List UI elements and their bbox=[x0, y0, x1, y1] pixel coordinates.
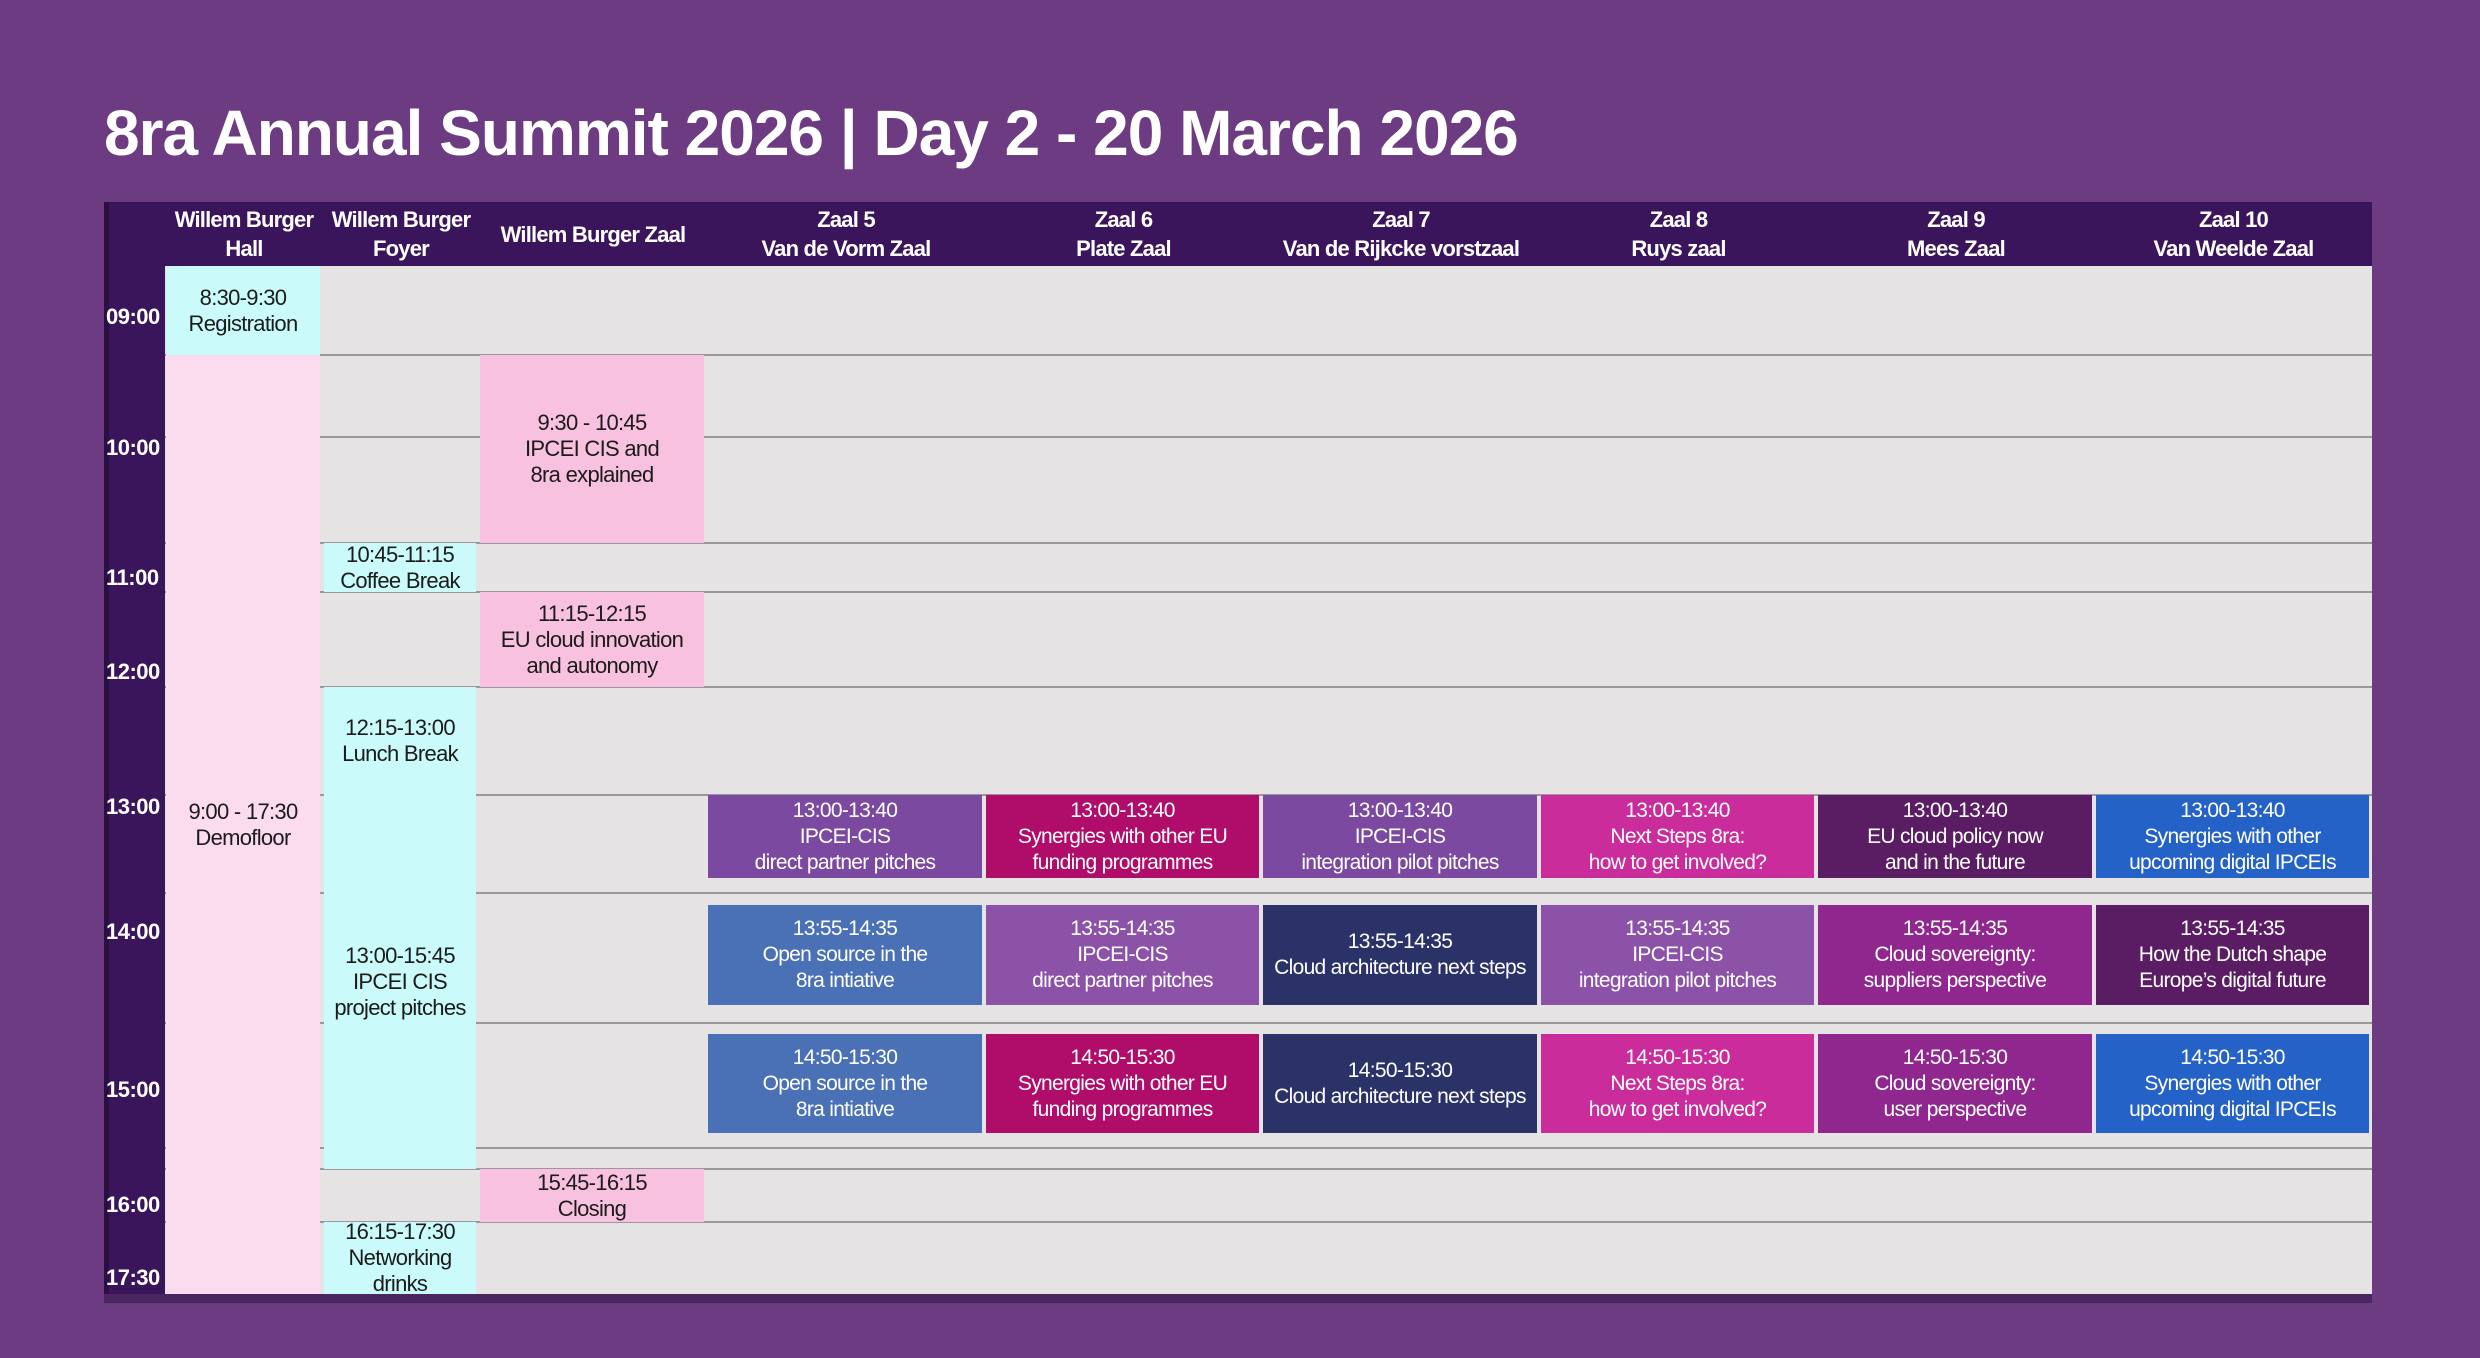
time-axis-left-edge bbox=[104, 202, 109, 1294]
event-title-line: Cloud sovereignty: bbox=[1874, 1071, 2036, 1095]
event-title-line: IPCEI-CIS bbox=[1077, 943, 1168, 966]
event-block bbox=[1818, 905, 2092, 1005]
event-time: 8:30-9:30 bbox=[199, 284, 287, 310]
event-title-line: IPCEI-CIS bbox=[1354, 824, 1446, 848]
table-bottom-shadow bbox=[104, 1294, 2372, 1303]
event-block bbox=[2096, 795, 2369, 878]
column-header-text: Zaal 5 bbox=[817, 207, 875, 232]
event-title-line: Synergies with other bbox=[2144, 1071, 2321, 1095]
column-header-z7 bbox=[1262, 202, 1540, 266]
gridline bbox=[165, 892, 2372, 894]
column-header-text: Willem Burger Zaal bbox=[500, 221, 686, 247]
time-label: 11:00 bbox=[106, 565, 159, 590]
event-time: 14:50-15:30 bbox=[792, 1045, 898, 1069]
column-header-foyer bbox=[323, 202, 479, 266]
event-title-line: Cloud architecture next steps bbox=[1274, 1084, 1526, 1108]
time-label: 17:30 bbox=[106, 1265, 160, 1290]
event-block bbox=[986, 795, 1259, 878]
event-title-line: user perspective bbox=[1883, 1097, 2027, 1121]
column-header-text: Willem Burger bbox=[174, 207, 314, 232]
event-title-line: and in the future bbox=[1885, 850, 2025, 874]
event-title-line: funding programmes bbox=[1032, 1097, 1213, 1121]
event-title-line: Synergies with other EU bbox=[1017, 1071, 1228, 1095]
event-block bbox=[1263, 905, 1537, 1005]
event-block bbox=[1541, 905, 1814, 1005]
event-title-line: How the Dutch shape bbox=[2138, 943, 2327, 966]
event-block bbox=[1818, 1034, 2092, 1133]
event-title-line: upcoming digital IPCEIs bbox=[2129, 1097, 2336, 1121]
time-axis-column bbox=[104, 202, 165, 1294]
event-time: 12:15-13:00 bbox=[345, 715, 455, 740]
event-title-line: IPCEI CIS and bbox=[525, 436, 659, 461]
time-label: 15:00 bbox=[106, 1077, 160, 1102]
event-time: 13:55-14:35 bbox=[1902, 917, 2008, 940]
event-title-line: Demofloor bbox=[195, 824, 291, 850]
event-title-line: Coffee Break bbox=[340, 567, 460, 593]
event-title-line: IPCEI CIS bbox=[353, 969, 447, 994]
time-label: 13:00 bbox=[106, 794, 160, 819]
event-title-line: direct partner pitches bbox=[1032, 969, 1213, 992]
event-time: 11:15-12:15 bbox=[537, 600, 647, 626]
event-title-line: upcoming digital IPCEIs bbox=[2129, 850, 2336, 874]
event-block bbox=[480, 1169, 704, 1222]
event-time: 14:50-15:30 bbox=[2180, 1045, 2285, 1069]
column-header-text: Van de Vorm Zaal bbox=[761, 236, 931, 261]
event-title-line: Next Steps 8ra: bbox=[1610, 1071, 1745, 1095]
column-header-text: Zaal 8 bbox=[1649, 207, 1708, 232]
event-title-line: direct partner pitches bbox=[754, 850, 936, 874]
column-header-zaal bbox=[479, 202, 707, 266]
event-title-line: how to get involved? bbox=[1588, 850, 1767, 874]
event-time: 13:00-13:40 bbox=[2180, 798, 2285, 822]
event-time: 13:55-14:35 bbox=[792, 917, 898, 940]
event-block bbox=[324, 687, 476, 795]
event-title-line: Cloud architecture next steps bbox=[1274, 956, 1526, 979]
event-title-line: 8ra explained bbox=[530, 462, 654, 487]
event-block bbox=[324, 543, 476, 592]
column-header-text: Zaal 10 bbox=[2198, 207, 2268, 232]
event-time: 9:00 - 17:30 bbox=[188, 798, 298, 824]
event-title-line: Closing bbox=[557, 1195, 627, 1221]
event-title-line: how to get involved? bbox=[1588, 1097, 1767, 1121]
column-header-text: Mees Zaal bbox=[1907, 236, 2005, 261]
event-time: 14:50-15:30 bbox=[1070, 1045, 1175, 1069]
event-time: 13:55-14:35 bbox=[1347, 930, 1453, 953]
event-title-line: funding programmes bbox=[1032, 850, 1213, 874]
column-header-hall bbox=[165, 202, 323, 266]
event-title-line: Networking bbox=[348, 1245, 452, 1270]
event-title-line: Open source in the bbox=[762, 1071, 928, 1095]
event-block bbox=[166, 266, 320, 355]
column-header-z9 bbox=[1817, 202, 2095, 266]
column-header-text: Zaal 9 bbox=[1927, 207, 1985, 232]
event-block bbox=[324, 1219, 476, 1296]
column-header-z5 bbox=[707, 202, 985, 266]
column-header-z10 bbox=[2095, 202, 2372, 266]
column-header-z6 bbox=[985, 202, 1262, 266]
event-block bbox=[708, 905, 982, 1005]
column-header-text: Plate Zaal bbox=[1076, 236, 1171, 261]
event-block bbox=[1818, 795, 2092, 878]
event-block bbox=[708, 795, 982, 878]
event-time: 13:00-13:40 bbox=[1070, 798, 1175, 822]
column-header-text: Willem Burger bbox=[331, 207, 471, 232]
event-block bbox=[166, 355, 320, 1294]
event-time: 13:00-13:40 bbox=[1347, 798, 1453, 822]
event-block bbox=[324, 795, 476, 1169]
event-title-line: integration pilot pitches bbox=[1301, 850, 1499, 874]
event-title-line: IPCEI-CIS bbox=[799, 824, 891, 848]
event-time: 13:55-14:35 bbox=[2180, 917, 2285, 940]
event-time: 13:00-13:40 bbox=[1902, 798, 2008, 822]
event-time: 13:55-14:35 bbox=[1070, 917, 1175, 940]
event-title-line: Next Steps 8ra: bbox=[1610, 824, 1745, 848]
event-time: 14:50-15:30 bbox=[1902, 1045, 2008, 1069]
column-header-text: Van Weelde Zaal bbox=[2153, 236, 2314, 261]
event-time: 9:30 - 10:45 bbox=[537, 410, 647, 435]
event-time: 13:00-13:40 bbox=[1625, 798, 1730, 822]
event-block bbox=[2096, 905, 2369, 1005]
time-label: 14:00 bbox=[106, 919, 160, 944]
column-header-text: Van de Rijkcke vorstzaal bbox=[1282, 236, 1520, 261]
event-block bbox=[480, 355, 704, 543]
event-block bbox=[1263, 1034, 1537, 1133]
event-title-line: Cloud sovereignty: bbox=[1874, 943, 2036, 966]
event-title-line: IPCEI-CIS bbox=[1632, 943, 1723, 966]
event-title-line: Lunch Break bbox=[342, 741, 458, 766]
gridline bbox=[165, 1147, 2372, 1149]
event-title-line: integration pilot pitches bbox=[1578, 969, 1777, 992]
event-block bbox=[1541, 795, 1814, 878]
event-title-line: 8ra intiative bbox=[795, 969, 895, 992]
event-title-line: project pitches bbox=[334, 995, 466, 1020]
event-time: 13:00-13:40 bbox=[792, 798, 898, 822]
column-header-text: Foyer bbox=[373, 236, 429, 261]
event-block bbox=[986, 1034, 1259, 1133]
column-header-text: Zaal 7 bbox=[1372, 207, 1430, 232]
event-title-line: drinks bbox=[372, 1271, 428, 1296]
event-title-line: Synergies with other bbox=[2144, 824, 2321, 848]
gridline bbox=[165, 1022, 2372, 1024]
event-title-line: Synergies with other EU bbox=[1017, 824, 1228, 848]
event-block bbox=[480, 592, 704, 687]
event-block bbox=[2096, 1034, 2369, 1133]
time-label: 12:00 bbox=[106, 659, 160, 684]
event-block bbox=[1263, 795, 1537, 878]
event-time: 15:45-16:15 bbox=[537, 1169, 647, 1195]
time-label: 10:00 bbox=[106, 435, 160, 460]
column-header-z8 bbox=[1540, 202, 1817, 266]
event-title-line: Europe’s digital future bbox=[2139, 969, 2326, 992]
event-title-line: Open source in the bbox=[762, 943, 928, 966]
event-title-line: suppliers perspective bbox=[1863, 969, 2047, 992]
event-title-line: and autonomy bbox=[526, 652, 658, 678]
event-time: 14:50-15:30 bbox=[1347, 1058, 1453, 1082]
event-title-line: EU cloud innovation bbox=[500, 626, 684, 652]
event-time: 16:15-17:30 bbox=[345, 1219, 455, 1244]
event-time: 13:00-15:45 bbox=[345, 943, 455, 968]
column-header-text: Hall bbox=[225, 236, 263, 261]
event-time: 14:50-15:30 bbox=[1625, 1045, 1730, 1069]
event-time: 13:55-14:35 bbox=[1625, 917, 1730, 940]
time-label: 09:00 bbox=[106, 304, 160, 329]
event-block bbox=[708, 1034, 982, 1133]
column-header-text: Ruys zaal bbox=[1631, 236, 1726, 261]
event-title-line: 8ra intiative bbox=[795, 1097, 895, 1121]
column-header-text: Zaal 6 bbox=[1094, 207, 1153, 232]
event-time: 10:45-11:15 bbox=[345, 541, 455, 567]
event-title-line: Registration bbox=[188, 310, 298, 336]
event-block bbox=[1541, 1034, 1814, 1133]
event-title-line: EU cloud policy now bbox=[1867, 824, 2043, 848]
page-title: 8ra Annual Summit 2026 | Day 2 - 20 March 2026 bbox=[104, 97, 1518, 169]
event-block bbox=[986, 905, 1259, 1005]
time-label: 16:00 bbox=[106, 1192, 160, 1217]
